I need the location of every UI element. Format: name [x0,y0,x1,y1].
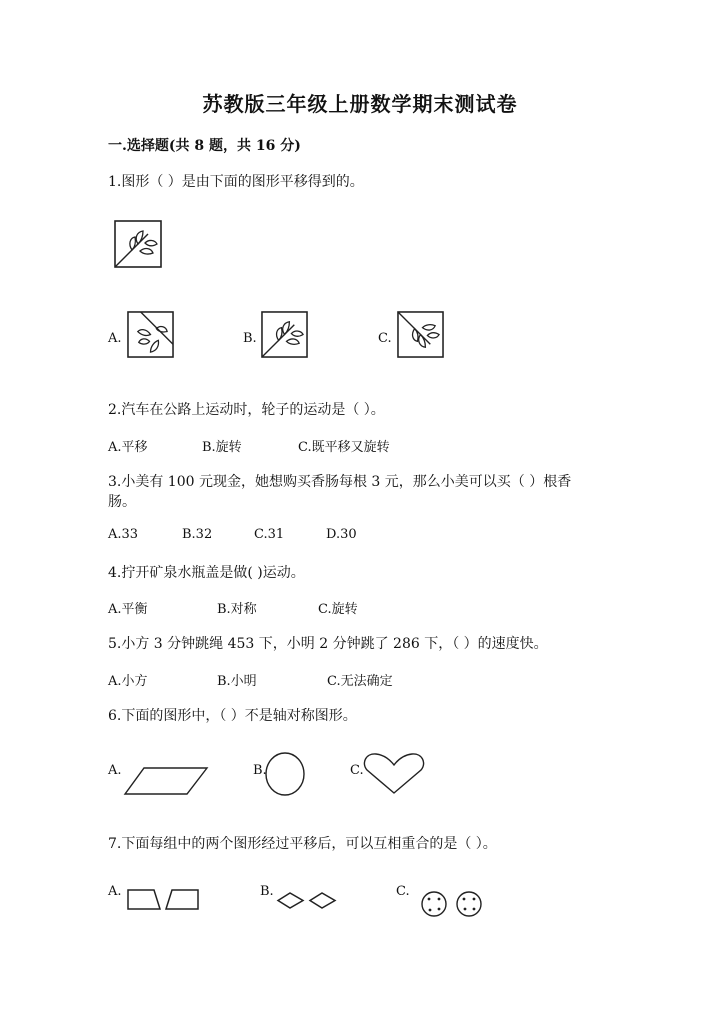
question-5-text: 5.小方 3 分钟跳绳 453 下，小明 2 分钟跳了 286 下，（ ）的速度快。 [108,636,548,652]
heart-figure [363,752,425,794]
question-3-option-a[interactable]: A.33 [108,527,139,542]
dotted-circle-pair-figure [420,891,486,917]
question-4-option-a[interactable]: A.平衡 [108,602,148,617]
question-5-option-a[interactable]: A.小方 [108,674,148,689]
question-5-option-b[interactable]: B.小明 [217,674,257,689]
parallelogram-figure [124,767,208,795]
question-3-text-line2: 肠。 [108,494,136,510]
question-1-option-b-figure [261,311,308,358]
question-3-option-d[interactable]: D.30 [326,527,357,542]
section-heading: 一.选择题(共 8 题，共 16 分) [108,138,301,154]
question-1-text: 1.图形（ ）是由下面的图形平移得到的。 [108,174,364,190]
question-1-option-b[interactable]: B. [243,331,257,346]
question-1-option-c-figure [397,311,444,358]
circle-figure [265,752,305,796]
question-7-option-c[interactable]: C. [396,884,410,899]
question-2-option-b[interactable]: B.旋转 [202,440,242,455]
question-3-text-line1: 3.小美有 100 元现金，她想购买香肠每根 3 元，那么小美可以买（ ）根香 [108,474,572,490]
page-title: 苏教版三年级上册数学期末测试卷 [202,92,518,116]
question-3-option-b[interactable]: B.32 [182,527,213,542]
question-2-text: 2.汽车在公路上运动时，轮子的运动是（ ）。 [108,402,385,418]
question-7-option-b[interactable]: B. [260,884,274,899]
question-7-text: 7.下面每组中的两个图形经过平移后，可以互相重合的是（ ）。 [108,836,497,852]
question-1-option-a-figure [127,311,174,358]
question-2-option-a[interactable]: A.平移 [108,440,148,455]
trapezoid-pair-figure [127,889,199,910]
question-1-option-a[interactable]: A. [108,331,122,346]
question-2-option-c[interactable]: C.既平移又旋转 [298,440,390,455]
question-4-option-b[interactable]: B.对称 [217,602,257,617]
question-6-option-b[interactable]: B. [253,763,267,778]
question-6-option-c[interactable]: C. [350,763,364,778]
diamond-pair-figure [277,892,337,909]
question-1-original-figure [114,220,162,268]
question-6-text: 6.下面的图形中，（ ）不是轴对称图形。 [108,708,357,724]
question-5-option-c[interactable]: C.无法确定 [327,674,393,689]
question-7-option-a[interactable]: A. [108,884,122,899]
question-6-option-a[interactable]: A. [108,763,122,778]
question-4-option-c[interactable]: C.旋转 [318,602,358,617]
question-4-text: 4.拧开矿泉水瓶盖是做( )运动。 [108,565,305,581]
question-1-option-c[interactable]: C. [378,331,392,346]
question-3-option-c[interactable]: C.31 [254,527,285,542]
